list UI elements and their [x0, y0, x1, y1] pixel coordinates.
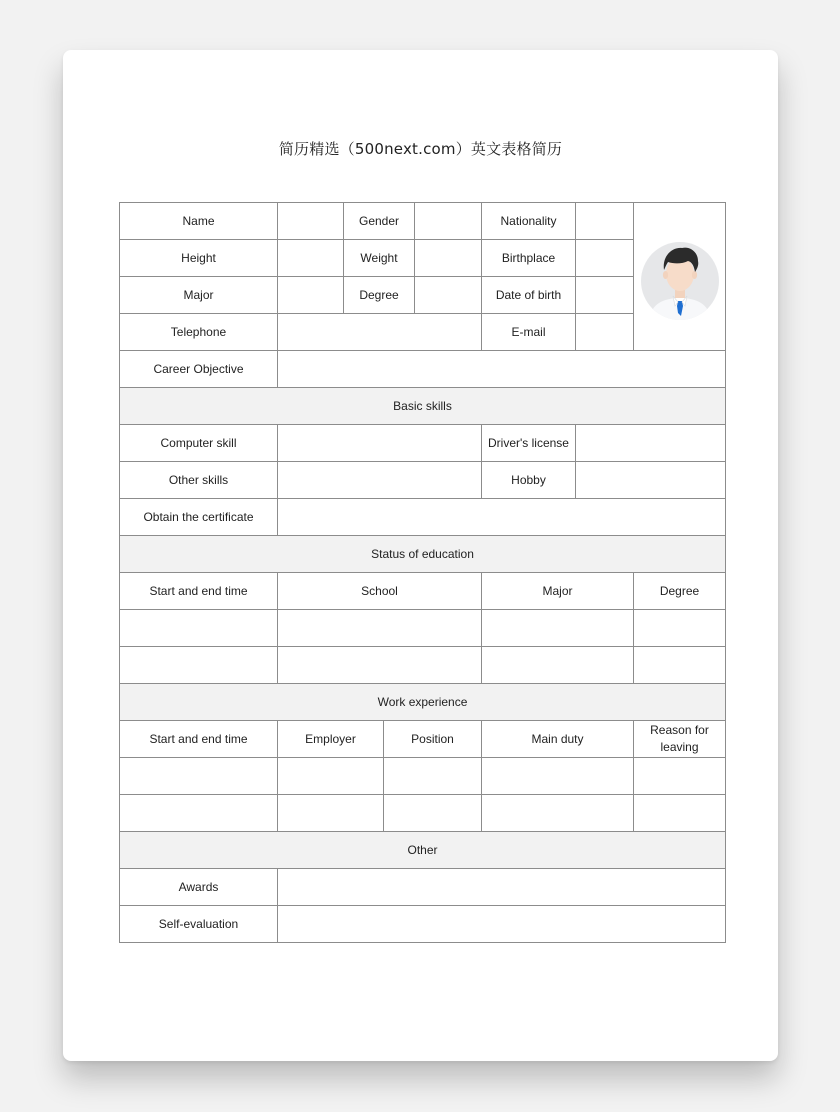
work-header-time: Start and end time [120, 721, 278, 758]
row-other-header [120, 832, 726, 869]
career-objective-value[interactable] [278, 351, 726, 388]
work-reason-cell[interactable] [634, 758, 726, 795]
major-label: Major [120, 277, 278, 314]
other-skills-value[interactable] [278, 462, 482, 499]
career-objective-label: Career Objective [120, 351, 278, 388]
row-certificate [120, 499, 726, 536]
education-school-cell[interactable] [278, 647, 482, 684]
birthplace-label: Birthplace [482, 240, 576, 277]
self-evaluation-label: Self-evaluation [120, 906, 278, 943]
education-degree-cell[interactable] [634, 610, 726, 647]
row-awards [120, 869, 726, 906]
work-header-position: Position [384, 721, 482, 758]
person-avatar-icon [640, 234, 720, 320]
work-position-cell[interactable] [384, 795, 482, 832]
education-row [120, 610, 726, 647]
work-header-employer: Employer [278, 721, 384, 758]
nationality-value[interactable] [576, 203, 634, 240]
work-employer-cell[interactable] [278, 758, 384, 795]
work-header-main-duty: Main duty [482, 721, 634, 758]
other-skills-label: Other skills [120, 462, 278, 499]
resume-form-table [119, 202, 726, 943]
certificate-label: Obtain the certificate [120, 499, 278, 536]
education-header-degree: Degree [634, 573, 726, 610]
work-duty-cell[interactable] [482, 795, 634, 832]
drivers-license-value[interactable] [576, 425, 726, 462]
email-value[interactable] [576, 314, 634, 351]
computer-skill-label: Computer skill [120, 425, 278, 462]
work-reason-cell[interactable] [634, 795, 726, 832]
awards-label: Awards [120, 869, 278, 906]
gender-value[interactable] [415, 203, 482, 240]
certificate-value[interactable] [278, 499, 726, 536]
education-school-cell[interactable] [278, 610, 482, 647]
row-self-evaluation [120, 906, 726, 943]
work-row [120, 795, 726, 832]
row-basic-skills-header [120, 388, 726, 425]
education-time-cell[interactable] [120, 610, 278, 647]
work-header-reason: Reason for leaving [634, 721, 726, 758]
drivers-license-label: Driver's license [482, 425, 576, 462]
height-value[interactable] [278, 240, 344, 277]
telephone-value[interactable] [278, 314, 482, 351]
degree-label: Degree [344, 277, 415, 314]
major-value[interactable] [278, 277, 344, 314]
work-time-cell[interactable] [120, 795, 278, 832]
row-education-header [120, 536, 726, 573]
education-header-school: School [278, 573, 482, 610]
hobby-value[interactable] [576, 462, 726, 499]
education-section-title: Status of education [120, 536, 726, 573]
education-degree-cell[interactable] [634, 647, 726, 684]
resume-page [63, 50, 778, 1061]
self-evaluation-value[interactable] [278, 906, 726, 943]
other-section-title: Other [120, 832, 726, 869]
row-career-objective [120, 351, 726, 388]
work-time-cell[interactable] [120, 758, 278, 795]
page-title: 简历精选（500next.com）英文表格简历 [278, 140, 563, 158]
row-computer-skill [120, 425, 726, 462]
hobby-label: Hobby [482, 462, 576, 499]
education-major-cell[interactable] [482, 647, 634, 684]
work-employer-cell[interactable] [278, 795, 384, 832]
basic-skills-section-title: Basic skills [120, 388, 726, 425]
degree-value[interactable] [415, 277, 482, 314]
row-other-skills [120, 462, 726, 499]
education-major-cell[interactable] [482, 610, 634, 647]
education-time-cell[interactable] [120, 647, 278, 684]
computer-skill-value[interactable] [278, 425, 482, 462]
work-duty-cell[interactable] [482, 758, 634, 795]
telephone-label: Telephone [120, 314, 278, 351]
work-row [120, 758, 726, 795]
education-header-time: Start and end time [120, 573, 278, 610]
photo-cell[interactable] [634, 203, 726, 351]
work-section-title: Work experience [120, 684, 726, 721]
row-name [120, 203, 726, 240]
name-label: Name [120, 203, 278, 240]
awards-value[interactable] [278, 869, 726, 906]
nationality-label: Nationality [482, 203, 576, 240]
work-position-cell[interactable] [384, 758, 482, 795]
education-row [120, 647, 726, 684]
gender-label: Gender [344, 203, 415, 240]
row-work-header [120, 684, 726, 721]
email-label: E-mail [482, 314, 576, 351]
height-label: Height [120, 240, 278, 277]
birthplace-value[interactable] [576, 240, 634, 277]
name-value[interactable] [278, 203, 344, 240]
education-column-headers [120, 573, 726, 610]
work-column-headers [120, 721, 726, 758]
date-of-birth-label: Date of birth [482, 277, 576, 314]
education-header-major: Major [482, 573, 634, 610]
date-of-birth-value[interactable] [576, 277, 634, 314]
weight-label: Weight [344, 240, 415, 277]
weight-value[interactable] [415, 240, 482, 277]
